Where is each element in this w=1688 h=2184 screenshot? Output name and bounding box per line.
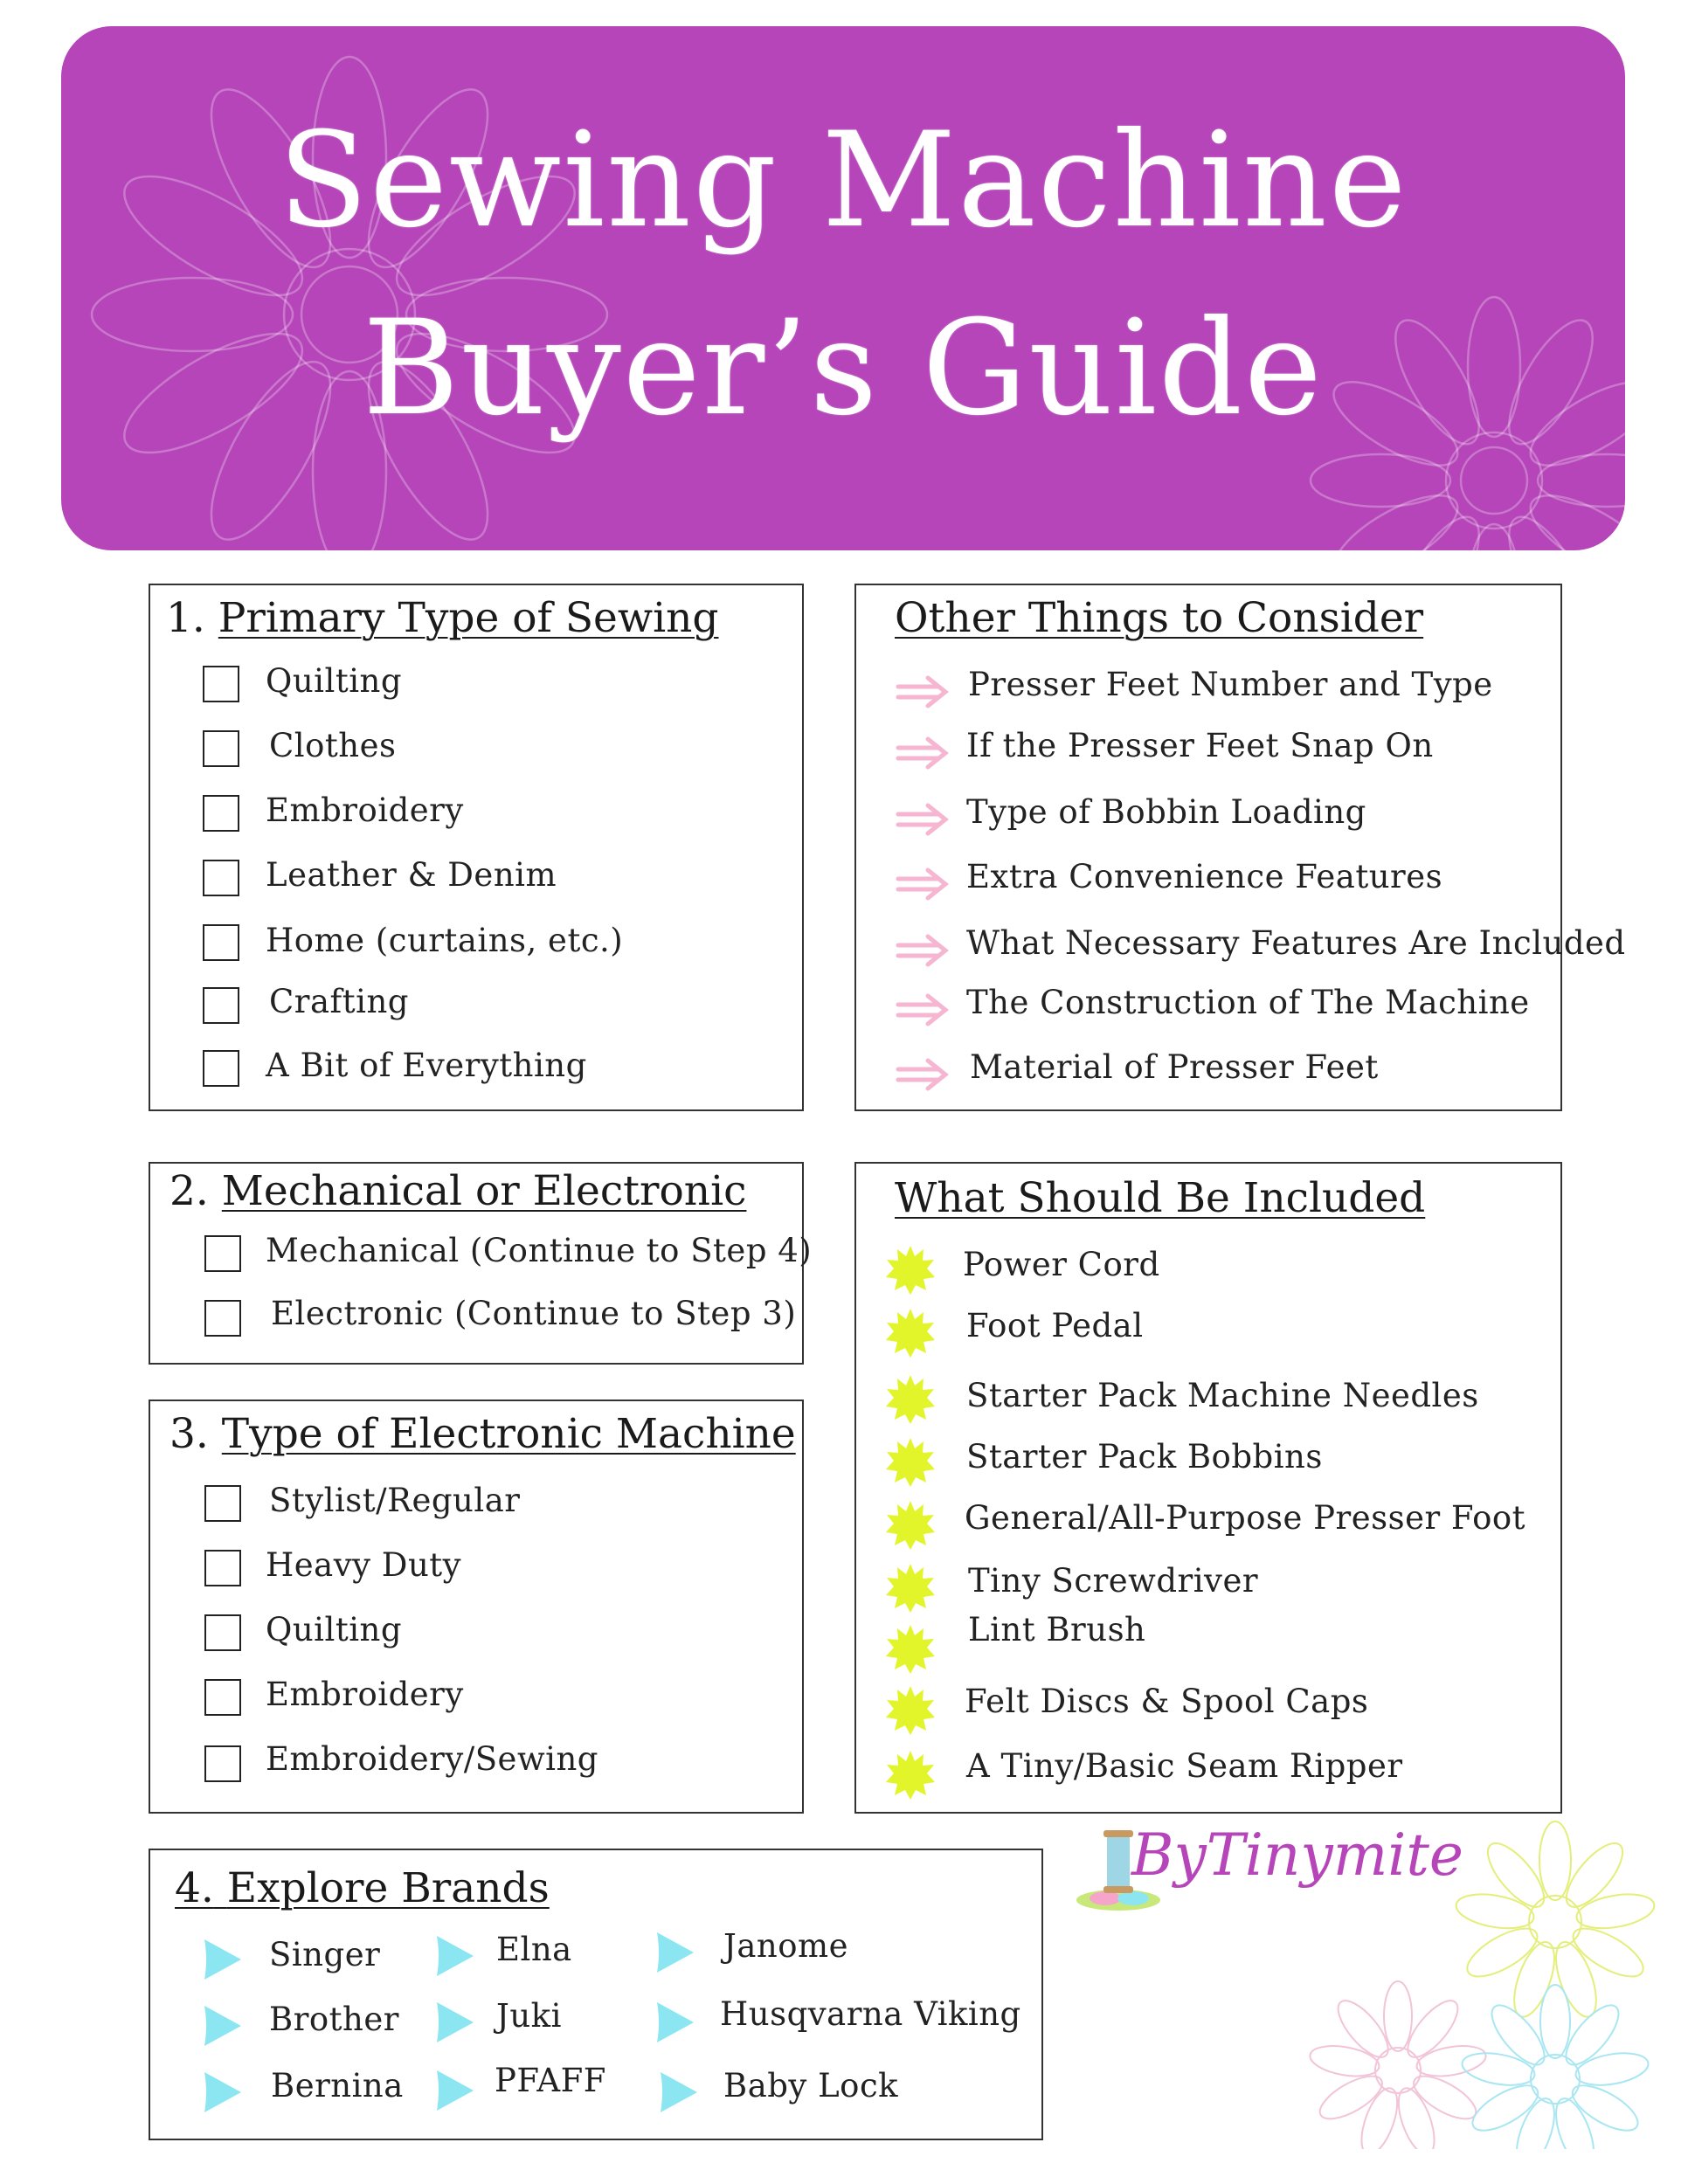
checkbox[interactable] — [203, 666, 239, 702]
consider-item: Presser Feet Number and Type — [968, 666, 1493, 703]
section-title: Mechanical or Electronic — [221, 1167, 747, 1215]
brand-label: Brother — [269, 2001, 399, 2038]
pastel-daisies-icon — [1293, 1817, 1678, 2149]
pink-arrow-icon — [895, 992, 951, 1027]
brand-label: Janome — [723, 1927, 848, 1965]
green-flower-icon — [884, 1436, 937, 1489]
checkbox[interactable] — [203, 1050, 239, 1087]
blue-triangle-icon — [433, 1999, 477, 2046]
checkbox[interactable] — [204, 1550, 241, 1586]
option-label: Embroidery — [266, 791, 464, 829]
section-number: 2. — [169, 1167, 209, 1215]
section-primary-type — [149, 584, 804, 1111]
checkbox[interactable] — [203, 860, 239, 896]
section-mechanical-electronic — [149, 1162, 813, 1365]
green-flower-icon — [884, 1562, 937, 1614]
brand-label: Baby Lock — [723, 2067, 899, 2105]
pink-arrow-icon — [895, 674, 951, 709]
included-item: General/All-Purpose Presser Foot — [965, 1499, 1526, 1537]
checkbox[interactable] — [204, 1614, 241, 1651]
brand-label: PFAFF — [495, 2062, 606, 2099]
section-title: Explore Brands — [226, 1864, 550, 1912]
section-number: 4. — [175, 1864, 214, 1912]
option-label: Embroidery/Sewing — [266, 1740, 598, 1778]
option-label: Embroidery — [266, 1676, 464, 1713]
pink-arrow-icon — [895, 867, 951, 902]
option-label: Mechanical (Continue to Step 4) — [266, 1232, 813, 1269]
checkbox[interactable] — [203, 795, 239, 832]
consider-item: Type of Bobbin Loading — [966, 793, 1366, 831]
brand-label: Singer — [269, 1936, 381, 1973]
blue-triangle-icon — [201, 2069, 245, 2116]
consider-item: If the Presser Feet Snap On — [966, 727, 1434, 764]
section-number: 1. — [166, 594, 205, 642]
section-heading — [895, 594, 1423, 642]
brand-label: Bernina — [271, 2067, 404, 2105]
section-what-included — [854, 1162, 1562, 1814]
section-heading — [175, 1864, 550, 1912]
consider-item: Extra Convenience Features — [966, 858, 1443, 895]
blue-triangle-icon — [433, 2067, 477, 2114]
brand-label: Elna — [496, 1931, 572, 1968]
option-label: Clothes — [269, 727, 397, 764]
option-label: Electronic (Continue to Step 3) — [271, 1295, 797, 1332]
included-item: Starter Pack Machine Needles — [966, 1377, 1479, 1414]
section-heading — [169, 1410, 796, 1458]
section-number: 3. — [169, 1410, 209, 1458]
blue-triangle-icon — [201, 2002, 245, 2049]
checkbox[interactable] — [204, 1485, 241, 1522]
pink-arrow-icon — [895, 802, 951, 837]
option-label: Home (curtains, etc.) — [266, 922, 624, 959]
consider-item: Material of Presser Feet — [970, 1048, 1379, 1086]
section-title: Other Things to Consider — [895, 594, 1424, 642]
section-title-wrap — [175, 1864, 550, 1912]
title-line-1: Sewing Machine — [278, 105, 1408, 257]
section-explore-brands — [149, 1849, 1043, 2140]
consider-item: What Necessary Features Are Included — [966, 924, 1626, 962]
included-item: Foot Pedal — [966, 1307, 1144, 1344]
green-flower-icon — [884, 1499, 937, 1552]
brand-label: Husqvarna Viking — [720, 1995, 1021, 2033]
option-label: Stylist/Regular — [269, 1482, 521, 1519]
section-title: Primary Type of Sewing — [218, 594, 719, 642]
checkbox[interactable] — [204, 1300, 241, 1337]
blue-triangle-icon — [657, 2069, 701, 2116]
blue-triangle-icon — [654, 1999, 697, 2046]
green-flower-icon — [884, 1684, 937, 1737]
included-item: Tiny Screwdriver — [968, 1562, 1259, 1600]
section-heading — [166, 594, 718, 642]
checkbox[interactable] — [204, 1679, 241, 1716]
section-other-things — [854, 584, 1626, 1111]
included-item: Power Cord — [963, 1246, 1160, 1283]
checkbox[interactable] — [204, 1745, 241, 1782]
green-flower-icon — [884, 1373, 937, 1426]
blue-triangle-icon — [201, 1936, 245, 1983]
pink-arrow-icon — [895, 736, 951, 771]
checkbox[interactable] — [203, 730, 239, 767]
green-flower-icon — [884, 1623, 937, 1676]
title-line-2: Buyer’s Guide — [363, 293, 1324, 445]
included-item: A Tiny/Basic Seam Ripper — [966, 1747, 1403, 1785]
logo-text: ByTinymite — [1131, 1821, 1463, 1889]
section-title: What Should Be Included — [895, 1174, 1426, 1222]
green-flower-icon — [884, 1307, 937, 1359]
option-label: A Bit of Everything — [266, 1047, 587, 1084]
title-banner — [61, 26, 1625, 550]
section-heading — [895, 1174, 1425, 1222]
brand-label: Juki — [496, 1997, 562, 2035]
green-flower-icon — [884, 1749, 937, 1801]
section-title: Type of Electronic Machine — [221, 1410, 796, 1458]
blue-triangle-icon — [433, 1932, 477, 1980]
option-label: Quilting — [266, 1611, 403, 1648]
checkbox[interactable] — [204, 1235, 241, 1272]
option-label: Crafting — [269, 983, 409, 1020]
included-item: Felt Discs & Spool Caps — [965, 1683, 1369, 1720]
consider-item: The Construction of The Machine — [966, 984, 1530, 1021]
option-label: Leather & Denim — [266, 856, 557, 894]
option-label: Heavy Duty — [266, 1546, 462, 1584]
section-heading — [169, 1167, 746, 1215]
included-item: Lint Brush — [968, 1611, 1146, 1648]
pink-arrow-icon — [895, 1057, 951, 1092]
pink-arrow-icon — [895, 933, 951, 968]
option-label: Quilting — [266, 662, 403, 700]
checkbox[interactable] — [203, 924, 239, 961]
green-flower-icon — [884, 1244, 937, 1296]
checkbox[interactable] — [203, 987, 239, 1024]
included-item: Starter Pack Bobbins — [966, 1438, 1323, 1476]
section-electronic-type — [149, 1400, 804, 1814]
blue-triangle-icon — [654, 1929, 697, 1976]
